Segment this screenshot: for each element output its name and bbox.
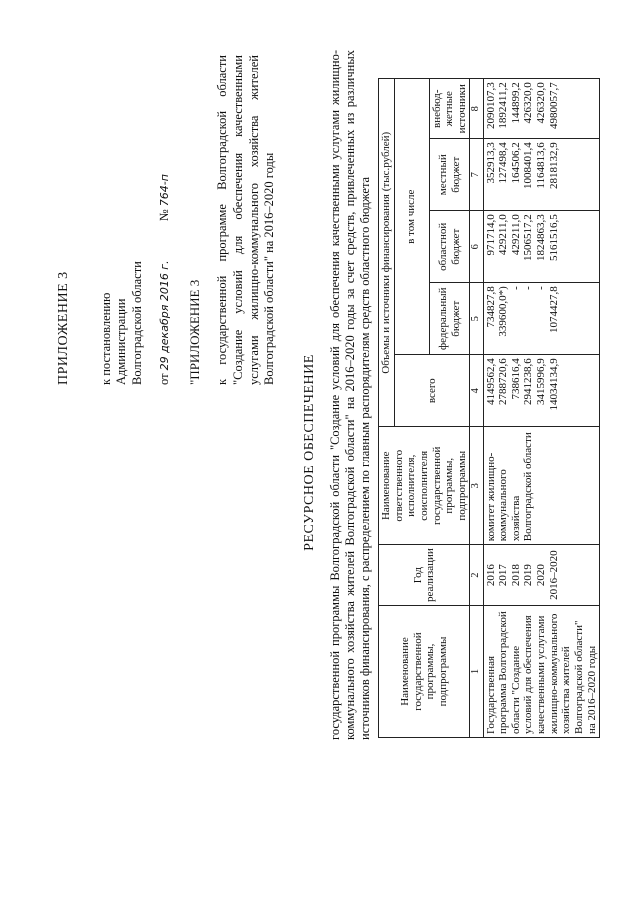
extrabudget-value: 144899,2 (509, 82, 522, 124)
column-index-6: 6 (470, 211, 483, 283)
number-value: 764-п (158, 174, 172, 207)
federal-value: - (509, 286, 522, 290)
year-value: 2017 (497, 564, 510, 587)
total-value: 2941238,6 (522, 358, 535, 405)
resource-table (378, 78, 600, 738)
extrabudget-value: 4980057,7 (547, 82, 560, 129)
extrabudget-value: 1892411,2 (497, 82, 510, 129)
resolution-line-2: Администрации (114, 298, 129, 385)
column-index-5: 5 (470, 283, 483, 355)
program-cell: Государственная программа Волгоградской области "Создание условий для обеспечения качественными услугами жилищно-коммунального хозяйства жителей Волгоградской области" на 2016–2020 годы (483, 606, 600, 738)
header-federal: федеральный бюджет (429, 283, 470, 355)
appendix-header (55, 55, 278, 385)
date-value: 29 декабря 2016 г. (158, 260, 172, 371)
total-value: 14034134,9 (547, 358, 560, 411)
total-cell (483, 355, 600, 427)
appendix-title: ПРИЛОЖЕНИЕ 3 (56, 271, 71, 385)
document-subtitle: государственной программы Волгоградской области "Создание условий для обеспечения качественными услугами жилищно-коммунального хозяйства жителей Волгоградской области" на 2016–2020 годы за счет средств, привлеченных из различных источников финансирования, с распределением по главным распорядителям средств областного бюджета (328, 50, 372, 740)
regional-value: 1824863,3 (535, 214, 548, 261)
resolution-date-row (157, 55, 173, 385)
regional-value: 429211,0 (497, 214, 510, 256)
regional-value: 971714,0 (484, 214, 497, 256)
total-value: 4149562,4 (484, 358, 497, 405)
year-value: 2016–2020 (547, 550, 560, 600)
date-prefix: от (157, 373, 172, 385)
year-value: 2020 (535, 564, 548, 587)
federal-value: 734827,8 (484, 286, 497, 328)
local-value: 127498,4 (497, 142, 510, 184)
table-row (483, 79, 600, 738)
local-value: 1164813,6 (535, 142, 548, 189)
year-value: 2016 (484, 564, 497, 587)
total-value: 738616,4 (509, 358, 522, 400)
header-total: всего (394, 355, 470, 427)
header-volumes: Объемы и источники финансирования (тыс.рублей) (379, 79, 395, 427)
appendix3-body: к государственной программе Волгоградской области "Создание условий для обеспечения качественными услугами жилищно-коммунального хозяйства жителей Волгоградской области" на 2016–2020 годы (215, 55, 277, 385)
header-in-that-number: в том числе (394, 79, 429, 355)
appendix3-title: "ПРИЛОЖЕНИЕ 3 (187, 279, 202, 385)
resolution-line-3: Волгоградской области (129, 261, 144, 385)
number-prefix: № (157, 209, 172, 222)
regional-value: 5161516,5 (547, 214, 560, 261)
total-value: 2788720,6 (497, 358, 510, 405)
years-cell (483, 545, 600, 606)
resolution-line-1: к постановлению (98, 292, 113, 385)
executor-cell: комитет жилищно-коммунального хозяйства Волгоградской области (483, 427, 600, 545)
federal-value: 339600,0*) (497, 286, 510, 337)
header-program-name: Наименование государственной программы, подпрограммы (379, 606, 470, 738)
federal-cell (483, 283, 600, 355)
extrabudget-cell (483, 79, 600, 139)
document-title: РЕСУРСНОЕ ОБЕСПЕЧЕНИЕ (302, 354, 317, 551)
header-executor: Наименование ответственного исполнителя, соисполнителя государственной программы, подпрограммы (379, 427, 470, 545)
local-value: 1008401,4 (522, 142, 535, 189)
regional-value: 429211,0 (509, 214, 522, 256)
year-value: 2018 (509, 564, 522, 587)
header-year: Год реализации (379, 545, 470, 606)
extrabudget-value: 2090107,3 (484, 82, 497, 129)
column-index-4: 4 (470, 355, 483, 427)
header-local: местный бюджет (429, 139, 470, 211)
federal-value: - (522, 286, 535, 290)
column-index-8: 8 (470, 79, 483, 139)
local-value: 352913,3 (484, 142, 497, 184)
total-value: 3415996,9 (535, 358, 548, 405)
column-index-7: 7 (470, 139, 483, 211)
local-cell (483, 139, 600, 211)
extrabudget-value: 426320,0 (535, 82, 548, 124)
regional-cell (483, 211, 600, 283)
regional-value: 1506517,2 (522, 214, 535, 261)
year-value: 2019 (522, 564, 535, 587)
local-value: 164506,2 (509, 142, 522, 184)
header-regional: областной бюджет (429, 211, 470, 283)
header-extrabudget: внебюд-жетные источники (429, 79, 470, 139)
column-index-2: 2 (470, 545, 483, 606)
column-index-3: 3 (470, 427, 483, 545)
column-index-1: 1 (470, 606, 483, 738)
federal-value: - (535, 286, 548, 290)
local-value: 2818132,9 (547, 142, 560, 189)
federal-value: 1074427,8 (547, 286, 560, 333)
extrabudget-value: 426320,0 (522, 82, 535, 124)
